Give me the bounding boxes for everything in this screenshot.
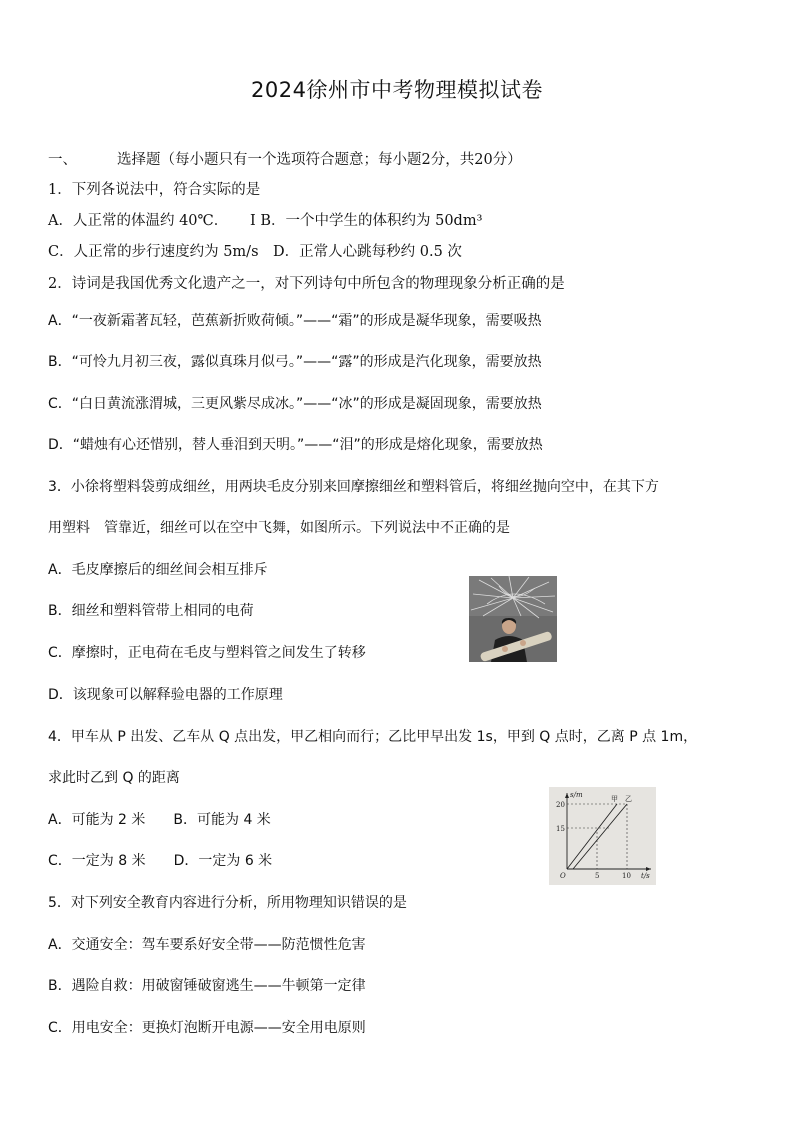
section-heading (48, 148, 522, 169)
q4-options-row2: C．一定为 8 米 D．一定为 6 米 (48, 853, 273, 869)
q5-option-c: C．用电安全：更换灯泡断开电源——安全用电原则 (48, 1020, 366, 1036)
section-label: 选择题（每小题只有一个选项符合题意；每小题2分，共20分） (117, 152, 522, 168)
q5-option-a: A．交通安全：驾车要系好安全带——防范惯性危害 (48, 937, 366, 953)
series-b-label: 乙 (625, 795, 632, 803)
exam-title: 2024徐州市中考物理模拟试卷 (251, 78, 543, 102)
q3-option-b: B．细丝和塑料管带上相同的电荷 (48, 603, 254, 619)
series-a-line (567, 804, 617, 869)
q3-stem-line2: 用塑料 管靠近，细丝可以在空中飞舞，如图所示。下列说法中不正确的是 (48, 520, 510, 536)
series-b-line (573, 804, 627, 869)
y-axis-arrow (565, 793, 569, 798)
y-tick-20: 20 (556, 801, 565, 809)
q2-option-a: A．“一夜新霜著瓦轻，芭蕉新折败荷倾。”——“霜”的形成是凝华现象，需要吸热 (48, 313, 542, 329)
q3-stem-line1: 3．小徐将塑料袋剪成细丝，用两块毛皮分别来回摩擦细丝和塑料管后，将细丝抛向空中，在其下方 (48, 479, 659, 495)
q1-options-row1: A．人正常的体温约 40℃． I B．一个中学生的体积约为 50dm³ (48, 213, 483, 229)
q2-option-d: D．“蜡烛有心还惜别，替人垂泪到天明。”——“泪”的形成是熔化现象，需要放热 (48, 437, 543, 453)
q3-photo-illustration (469, 576, 557, 662)
q5-option-b: B．遇险自救：用破窗锤破窗逃生——牛顿第一定律 (48, 978, 366, 994)
series-a-label: 甲 (611, 795, 618, 803)
q4-stem-line2: 求此时乙到 Q 的距离 (48, 770, 180, 786)
origin-label: O (560, 872, 566, 880)
q4-st-graph (549, 787, 656, 885)
q1-options-row2: C．人正常的步行速度约为 5m/s D．正常人心跳每秒约 0.5 次 (48, 244, 462, 260)
q4-stem-line1: 4．甲车从 P 出发、乙车从 Q 点出发，甲乙相向而行；乙比甲早出发 1s，甲到 Q 点时，乙离 P 点 1m， (48, 729, 698, 745)
x-tick-5: 5 (595, 872, 600, 880)
x-axis-arrow (646, 867, 651, 871)
x-axis-label: t/s (641, 872, 650, 880)
q3-option-d: D．该现象可以解释验电器的工作原理 (48, 687, 283, 703)
y-axis-label: s/m (570, 791, 583, 799)
q2-option-b: B．“可怜九月初三夜，露似真珠月似弓。”——“露”的形成是汽化现象，需要放热 (48, 354, 542, 370)
q3-photo (469, 576, 557, 662)
q3-option-a: A．毛皮摩擦后的细丝间会相互排斥 (48, 562, 268, 578)
q5-stem: 5．对下列安全教育内容进行分析，所用物理知识错误的是 (48, 895, 407, 911)
y-tick-15: 15 (556, 825, 565, 833)
q2-option-c: C．“白日黄流涨渭城，三更风紫尽成冰。”——“冰”的形成是凝固现象，需要放热 (48, 396, 542, 412)
x-tick-10: 10 (622, 872, 631, 880)
q4-graph-svg (549, 787, 656, 885)
q2-stem: 2．诗词是我国优秀文化遗产之一，对下列诗句中所包含的物理现象分析正确的是 (48, 276, 565, 292)
q1-stem: 1．下列各说法中，符合实际的是 (48, 182, 261, 198)
q3-option-c: C．摩擦时，正电荷在毛皮与塑料管之间发生了转移 (48, 645, 366, 661)
section-number: 一、 (48, 152, 77, 168)
q4-options-row1: A．可能为 2 米 B．可能为 4 米 (48, 812, 271, 828)
